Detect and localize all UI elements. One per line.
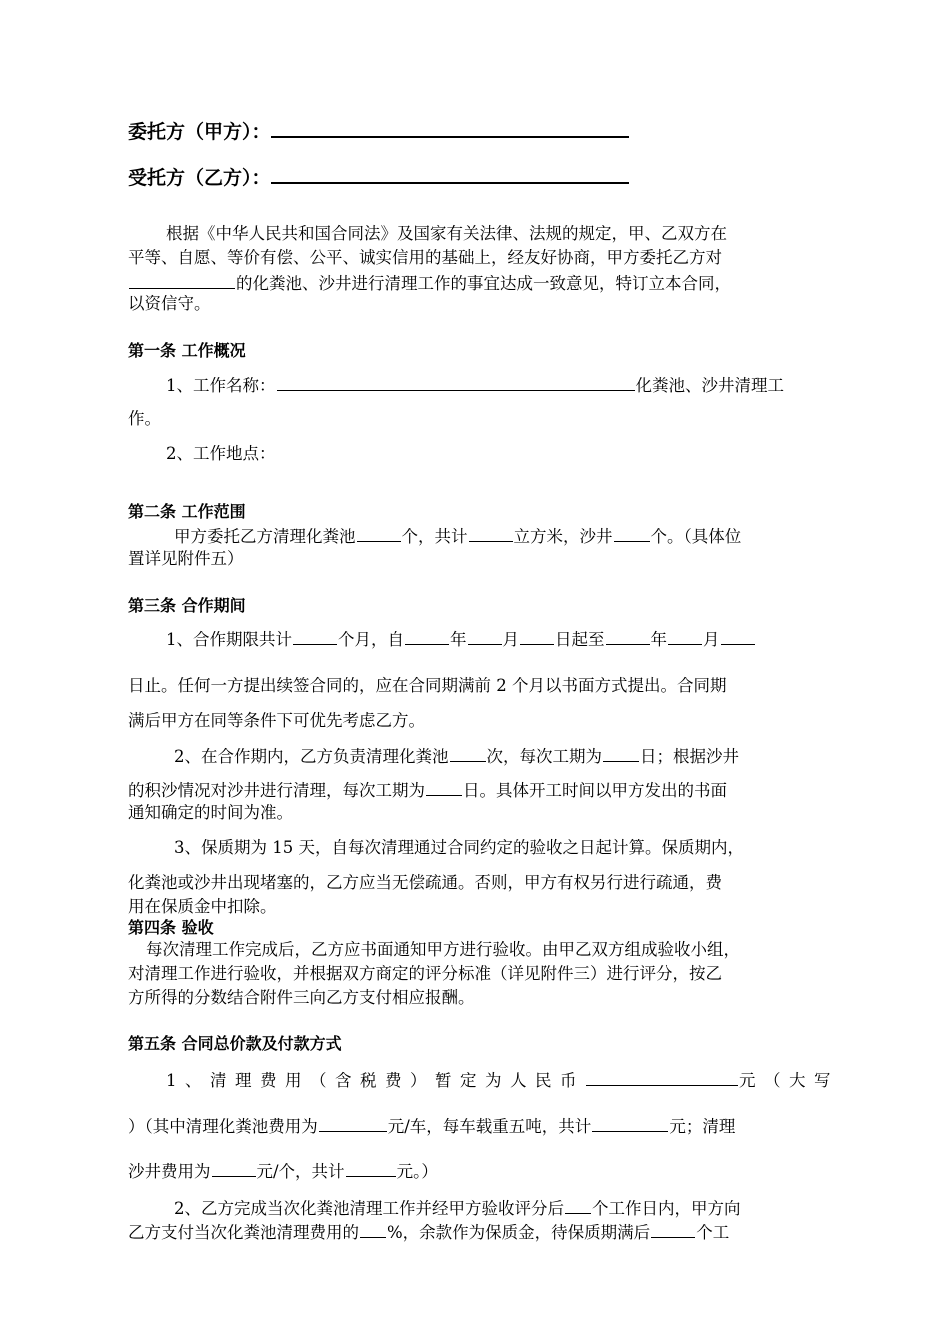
article-3-item-1-line-3: 满后甲方在同等条件下可优先考虑乙方。 (128, 711, 425, 730)
article-3-item-3: 3、保质期为 15 天，自每次清理通过合同约定的验收之日起计算。保质期内， (174, 838, 744, 857)
septic-total-blank[interactable] (592, 1115, 668, 1132)
article-3-item-2-line-2: 的积沙情况对沙井进行清理，每次工期为 日。具体开工时间以甲方发出的书面 (128, 781, 727, 800)
article-4-title: 第四条 验收 (128, 918, 214, 937)
article-4-line-2: 对清理工作进行验收，并根据双方商定的评分标准（详见附件三）进行评分，按乙 (128, 964, 722, 983)
start-year-blank[interactable] (405, 628, 449, 645)
article-5-item-1: 1、清理费用（含税费）暂定为人民币 元（大写 (166, 1071, 839, 1090)
article-2-line-1: 甲方委托乙方清理化粪池 个，共计 立方米，沙井 个。（具体位 (174, 527, 742, 546)
article-3-item-1-line-2: 日止。任何一方提出续签合同的，应在合同期满前 2 个月以书面方式提出。合同期 (128, 676, 727, 695)
article-3-item-2-line-3: 通知确定的时间为准。 (128, 803, 293, 822)
article-5-title: 第五条 合同总价款及付款方式 (128, 1034, 342, 1053)
end-day-blank[interactable] (721, 628, 755, 645)
payment-days-blank[interactable] (565, 1197, 591, 1214)
septic-count-blank[interactable] (357, 525, 401, 542)
client-label: 委托方（甲方）： (128, 121, 271, 143)
septic-times-blank[interactable] (450, 745, 486, 762)
article-1-title: 第一条 工作概况 (128, 341, 246, 360)
well-count-blank[interactable] (614, 525, 650, 542)
client-name-blank[interactable] (271, 118, 629, 138)
article-4-line-3: 方所得的分数结合附件三向乙方支付相应报酬。 (128, 988, 475, 1007)
preamble-line-2: 平等、自愿、等价有偿、公平、诚实信用的基础上，经友好协商，甲方委托乙方对 (128, 248, 722, 267)
start-day-blank[interactable] (520, 628, 554, 645)
end-year-blank[interactable] (606, 628, 650, 645)
article-2-line-2: 置详见附件五） (128, 549, 244, 568)
article-1-item-1-cont: 作。 (128, 409, 161, 428)
start-month-blank[interactable] (468, 628, 502, 645)
end-month-blank[interactable] (668, 628, 702, 645)
septic-days-blank[interactable] (603, 745, 639, 762)
volume-blank[interactable] (469, 525, 513, 542)
preamble-line-4: 以资信守。 (128, 294, 211, 313)
article-3-title: 第三条 合作期间 (128, 596, 246, 615)
article-1-item-1: 1、工作名称： 化粪池、沙井清理工 (166, 376, 784, 395)
truck-price-blank[interactable] (319, 1115, 387, 1132)
preamble-line-3: 的化粪池、沙井进行清理工作的事宜达成一致意见，特订立本合同， (128, 272, 731, 294)
article-3-item-3-line-3: 用在保质金中扣除。 (128, 897, 277, 916)
well-price-blank[interactable] (212, 1160, 256, 1177)
well-total-blank[interactable] (346, 1160, 396, 1177)
well-days-blank[interactable] (426, 779, 462, 796)
total-amount-blank[interactable] (586, 1069, 738, 1086)
months-blank[interactable] (293, 628, 337, 645)
client-party-line (128, 118, 629, 144)
project-blank[interactable] (129, 272, 235, 289)
article-1-item-2: 2、工作地点： (166, 444, 276, 463)
article-2-title: 第二条 工作范围 (128, 502, 246, 521)
article-3-item-1: 1、合作期限共计 个月，自 年 月 日起至 年 月 (166, 628, 756, 650)
article-5-item-1-line-3: 沙井费用为 元/个，共计 元。） (128, 1162, 438, 1181)
work-name-blank[interactable] (277, 374, 635, 391)
article-5-item-2-line-2: 乙方支付当次化粪池清理费用的 %，余款作为保质金，待保质期满后 个工 (128, 1223, 730, 1242)
deposit-days-blank[interactable] (651, 1221, 695, 1238)
contractor-party-line (128, 164, 629, 190)
article-5-item-1-line-2: ）（其中清理化粪池费用为 元/车，每车载重五吨，共计 元；清理 (128, 1117, 736, 1136)
preamble-line-1: 根据《中华人民共和国合同法》及国家有关法律、法规的规定，甲、乙双方在 (166, 224, 727, 243)
article-3-item-2: 2、在合作期内，乙方负责清理化粪池 次，每次工期为 日；根据沙井 (174, 747, 739, 766)
payment-percent-blank[interactable] (360, 1221, 386, 1238)
article-3-item-3-line-2: 化粪池或沙井出现堵塞的，乙方应当无偿疏通。否则，甲方有权另行进行疏通，费 (128, 873, 722, 892)
article-4-line-1: 每次清理工作完成后，乙方应书面通知甲方进行验收。由甲乙双方组成验收小组， (146, 940, 740, 959)
contractor-label: 受托方（乙方）： (128, 167, 271, 189)
article-5-item-2: 2、乙方完成当次化粪池清理工作并经甲方验收评分后 个工作日内，甲方向 (174, 1199, 741, 1218)
contractor-name-blank[interactable] (271, 164, 629, 184)
